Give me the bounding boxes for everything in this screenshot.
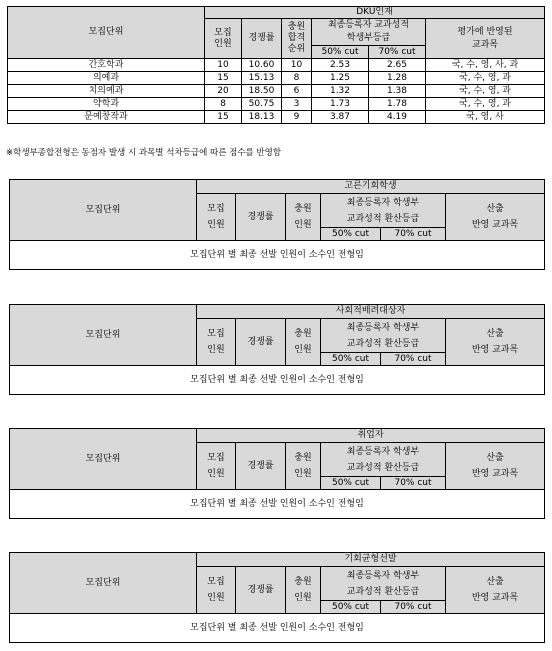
cut50-header: 50% cut: [321, 353, 381, 366]
table-row: [8, 98, 545, 111]
unit-cell: 문예창작과: [8, 111, 205, 124]
grade-header: 최종등록자 학생부 교과성적 환산등급: [321, 443, 446, 477]
recruit-cell: 10: [205, 59, 242, 72]
competition-cell: 15.13: [242, 72, 282, 85]
cut70-cell: 1.28: [369, 72, 426, 85]
competition-header: 경쟁률: [242, 19, 282, 59]
waitlist-header: 충원 인원: [286, 567, 321, 614]
unit-header: 모집단위: [10, 429, 197, 490]
recruit-header: 모집 인원: [197, 443, 236, 490]
table-title: 기회균형선발: [197, 553, 545, 567]
waitlist-header: 충원 인원: [286, 319, 321, 366]
grade-header: 최종등록자 학생부 교과성적 환산등급: [321, 567, 446, 601]
admission-table-3: [9, 428, 545, 519]
competition-cell: 10.60: [242, 59, 282, 72]
competition-cell: 50.75: [242, 98, 282, 111]
subjects-header: 산출 반영 교과목: [446, 194, 545, 241]
unit-header: 모집단위: [8, 7, 205, 59]
waitlist-cell: 8: [282, 72, 312, 85]
cut50-cell: 3.87: [312, 111, 369, 124]
subjects-header: 산출 반영 교과목: [446, 567, 545, 614]
table-row: [8, 85, 545, 98]
recruit-cell: 8: [205, 98, 242, 111]
cut70-header: 70% cut: [381, 477, 446, 490]
table-title: 취업자: [197, 429, 545, 443]
cut50-cell: 1.32: [312, 85, 369, 98]
unit-cell: 간호학과: [8, 59, 205, 72]
cut70-header: 70% cut: [381, 228, 446, 241]
waitlist-header: 충원 인원: [286, 194, 321, 241]
cut70-cell: 2.65: [369, 59, 426, 72]
subjects-header: 산출 반영 교과목: [446, 443, 545, 490]
recruit-header: 모집 인원: [205, 19, 242, 59]
unit-cell: 약학과: [8, 98, 205, 111]
grade-header: 최종등록자 교과성적 학생부등급: [312, 19, 426, 46]
subjects-cell: 국, 수, 영, 과: [426, 85, 545, 98]
table-title: 사회적배려대상자: [197, 305, 545, 319]
competition-cell: 18.13: [242, 111, 282, 124]
recruit-cell: 15: [205, 72, 242, 85]
waitlist-header: 충원 합격 순위: [282, 19, 312, 59]
cut70-cell: 1.38: [369, 85, 426, 98]
unit-header: 모집단위: [10, 553, 197, 614]
subjects-cell: 국, 수, 영, 사, 과: [426, 59, 545, 72]
table-title: 고른기회학생: [197, 180, 545, 194]
recruit-cell: 15: [205, 111, 242, 124]
waitlist-header: 충원 인원: [286, 443, 321, 490]
notice-message: 모집단위 별 최종 선발 인원이 소수인 전형임: [10, 241, 545, 270]
unit-cell: 치의예과: [8, 85, 205, 98]
waitlist-cell: 10: [282, 59, 312, 72]
competition-cell: 18.50: [242, 85, 282, 98]
waitlist-cell: 9: [282, 111, 312, 124]
competition-header: 경쟁률: [236, 319, 286, 366]
competition-header: 경쟁률: [236, 567, 286, 614]
unit-header: 모집단위: [10, 305, 197, 366]
subjects-cell: 국, 수, 영, 과: [426, 98, 545, 111]
notice-message: 모집단위 별 최종 선발 인원이 소수인 전형임: [10, 614, 545, 643]
unit-header: 모집단위: [10, 180, 197, 241]
waitlist-cell: 3: [282, 98, 312, 111]
recruit-header: 모집 인원: [197, 319, 236, 366]
cut50-header: 50% cut: [321, 228, 381, 241]
grade-header: 최종등록자 학생부 교과성적 환산등급: [321, 194, 446, 228]
subjects-cell: 국, 영, 사: [426, 111, 545, 124]
table-row: [8, 72, 545, 85]
cut50-header: 50% cut: [312, 46, 369, 59]
subjects-cell: 국, 수, 영, 과: [426, 72, 545, 85]
unit-cell: 의예과: [8, 72, 205, 85]
cut70-cell: 4.19: [369, 111, 426, 124]
dku-talent-table: [7, 6, 545, 124]
cut50-cell: 2.53: [312, 59, 369, 72]
notice-message: 모집단위 별 최종 선발 인원이 소수인 전형임: [10, 366, 545, 395]
grade-header: 최종등록자 학생부 교과성적 환산등급: [321, 319, 446, 353]
cut50-header: 50% cut: [321, 477, 381, 490]
subjects-header: 산출 반영 교과목: [446, 319, 545, 366]
cut70-header: 70% cut: [381, 353, 446, 366]
competition-header: 경쟁률: [236, 443, 286, 490]
cut70-header: 70% cut: [369, 46, 426, 59]
admission-table-2: [9, 304, 545, 395]
cut50-cell: 1.73: [312, 98, 369, 111]
cut70-header: 70% cut: [381, 601, 446, 614]
group-header: DKU인재: [205, 7, 545, 19]
cut70-cell: 1.78: [369, 98, 426, 111]
recruit-header: 모집 인원: [197, 567, 236, 614]
admission-table-1: [9, 179, 545, 270]
recruit-header: 모집 인원: [197, 194, 236, 241]
notice-message: 모집단위 별 최종 선발 인원이 소수인 전형임: [10, 490, 545, 519]
recruit-cell: 20: [205, 85, 242, 98]
footnote: ※학생부종합전형은 동점자 발생 시 과목별 석차등급에 따른 점수를 반영함: [6, 148, 282, 158]
table-row: [8, 111, 545, 124]
subjects-header: 평가에 반영된 교과목: [426, 19, 545, 59]
competition-header: 경쟁률: [236, 194, 286, 241]
cut50-header: 50% cut: [321, 601, 381, 614]
table-row: [8, 59, 545, 72]
cut50-cell: 1.25: [312, 72, 369, 85]
admission-table-4: [9, 552, 545, 643]
waitlist-cell: 6: [282, 85, 312, 98]
